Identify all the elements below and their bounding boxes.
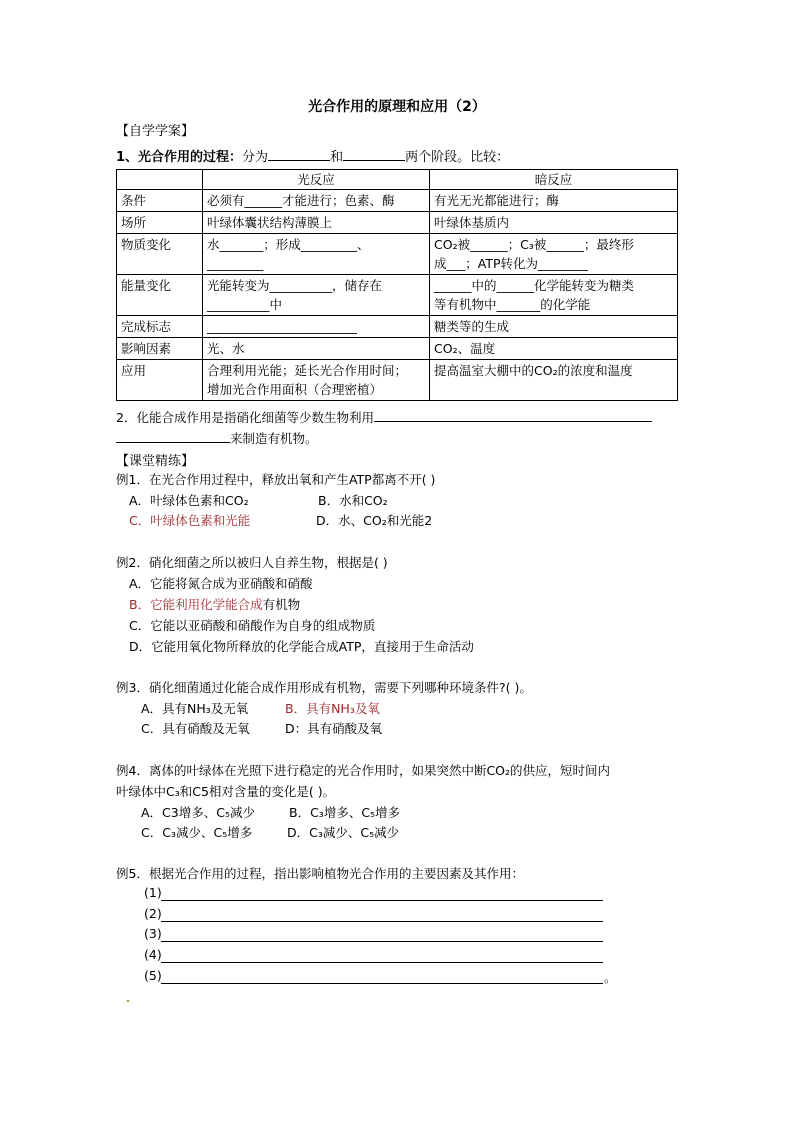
row-label: 影响因素	[117, 338, 203, 360]
example-1-stem: 例1．在光合作用过程中，释放出氧和产生ATP都离不开( )	[116, 472, 436, 487]
class-practice-header: 【课堂精练】	[116, 454, 195, 469]
answer-line-label: (2)	[144, 906, 162, 921]
answer-line[interactable]	[161, 899, 603, 901]
light-cell	[203, 275, 430, 316]
example-3-stem: 例3．硝化细菌通过化能合成作用形成有机物，需要下列哪种环境条件?( )。	[116, 680, 532, 695]
dark-cell: 提高温室大棚中的CO₂的浓度和温度	[430, 360, 678, 401]
option-b[interactable]	[129, 595, 300, 613]
option-d[interactable]: D．C₃减少、C₅减少	[287, 825, 400, 840]
option-c[interactable]: C．C₃减少、C₅增多	[141, 825, 253, 840]
end-mark: 。	[604, 970, 617, 985]
table-row	[117, 234, 678, 275]
answer-line-label: (3)	[144, 926, 162, 941]
dark-cell	[430, 234, 678, 275]
answer-line-label: (1)	[144, 885, 162, 900]
option-b-tail: 有机物	[262, 597, 301, 612]
question-1	[116, 146, 509, 165]
option-c-highlighted[interactable]: C．叶绿体色素和光能	[129, 513, 251, 528]
question-2-text-b: 来制造有机物。	[230, 431, 318, 446]
option-a[interactable]: A．它能将氮合成为亚硝酸和硝酸	[129, 576, 313, 591]
question-2-cont	[116, 429, 318, 447]
table-header-row	[117, 170, 678, 190]
dark-cell-line: CO₂被______；C₃被______；最终形	[434, 237, 634, 252]
example-4-stem-line2: 叶绿体中C₃和C5相对含量的变化是( )。	[116, 784, 336, 799]
light-cell	[203, 360, 430, 401]
table-header-cell	[117, 170, 203, 190]
row-label: 物质变化	[117, 234, 203, 275]
option-d[interactable]: D．水、CO₂和光能2	[316, 513, 433, 528]
dark-cell	[430, 275, 678, 316]
dark-cell: 叶绿体基质内	[430, 212, 678, 234]
dark-cell: 糖类等的生成	[430, 316, 678, 338]
answer-line-label: (5)	[144, 968, 162, 983]
row-label: 应用	[117, 360, 203, 401]
comparison-table	[116, 169, 678, 401]
light-cell: 水_______；形成_________、_________	[203, 234, 430, 275]
light-cell: 光、水	[203, 338, 430, 360]
light-cell-line: 光能转变为__________，储存在	[207, 278, 383, 293]
light-cell-line: 增加光合作用面积（合理密植）	[207, 382, 383, 397]
light-cell-line: __________中	[207, 297, 283, 312]
answer-line-label: (4)	[144, 947, 162, 962]
question-2	[116, 408, 652, 426]
row-label: 场所	[117, 212, 203, 234]
row-label: 完成标志	[117, 316, 203, 338]
answer-line[interactable]	[161, 920, 603, 922]
table-row	[117, 212, 678, 234]
question-1-prefix: 1、光合作用的过程：	[116, 150, 243, 165]
option-c[interactable]: C．具有硝酸及无氧	[141, 721, 250, 736]
table-header-cell: 暗反应	[430, 170, 678, 190]
option-b-highlighted[interactable]: B．具有NH₃及氧	[285, 701, 380, 716]
question-2-text-a: 2．化能合成作用是指硝化细菌等少数生物利用	[116, 410, 374, 425]
page-title: 光合作用的原理和应用（2）	[308, 99, 486, 115]
question-1-text-a: 分为	[242, 150, 269, 165]
option-b[interactable]: B．水和CO₂	[318, 493, 388, 508]
option-a[interactable]: A．具有NH₃及无氧	[141, 701, 249, 716]
question-1-text-c: 两个阶段。比较：	[405, 150, 510, 165]
stray-mark	[127, 1000, 129, 1002]
option-a[interactable]: A．C3增多、C₅减少	[141, 805, 255, 820]
question-1-text-b: 和	[330, 150, 344, 165]
answer-line[interactable]	[161, 961, 603, 963]
table-row	[117, 275, 678, 316]
table-row	[117, 316, 678, 338]
answer-line[interactable]	[161, 940, 603, 942]
option-d[interactable]: D．它能用氧化物所释放的化学能合成ATP，直接用于生命活动	[129, 639, 474, 654]
table-row	[117, 338, 678, 360]
answer-line[interactable]	[161, 982, 603, 984]
dark-cell: CO₂、温度	[430, 338, 678, 360]
row-label: 能量变化	[117, 275, 203, 316]
light-cell-line: 合理利用光能；延长光合作用时间；	[207, 363, 408, 378]
row-label: 条件	[117, 190, 203, 212]
light-cell: 叶绿体囊状结构薄膜上	[203, 212, 430, 234]
example-5-stem: 例5．根据光合作用的过程，指出影响植物光合作用的主要因素及其作用：	[116, 866, 524, 881]
table-row	[117, 360, 678, 401]
light-cell: 必须有______才能进行；色素、酶	[203, 190, 430, 212]
answer-blank[interactable]	[268, 148, 330, 161]
answer-blank[interactable]	[374, 409, 652, 422]
option-d[interactable]: D：具有硝酸及氧	[285, 721, 383, 736]
self-study-header: 【自学学案】	[116, 124, 195, 139]
dark-cell-line: 等有机物中_______的化学能	[434, 297, 591, 312]
table-header-cell: 光反应	[203, 170, 430, 190]
option-a[interactable]: A．叶绿体色素和CO₂	[129, 493, 249, 508]
dark-cell: 有光无光都能进行；酶	[430, 190, 678, 212]
example-2-stem: 例2．硝化细菌之所以被归人自养生物，根据是( )	[116, 555, 388, 570]
option-b-highlighted: B．它能利用化学能合成	[129, 597, 263, 612]
example-4-stem-line1: 例4．离体的叶绿体在光照下进行稳定的光合作用时，如果突然中断CO₂的供应，短时间内	[116, 763, 611, 778]
dark-cell-line: 成___；ATP转化为________	[434, 256, 589, 271]
answer-blank[interactable]	[343, 148, 405, 161]
table-row	[117, 190, 678, 212]
option-b[interactable]: B．C₃增多、C₅增多	[289, 805, 401, 820]
answer-blank[interactable]	[116, 430, 230, 443]
light-cell: ________________________	[203, 316, 430, 338]
dark-cell-line: ______中的______化学能转变为糖类	[434, 278, 635, 293]
option-c[interactable]: C．它能以亚硝酸和硝酸作为自身的组成物质	[129, 618, 376, 633]
